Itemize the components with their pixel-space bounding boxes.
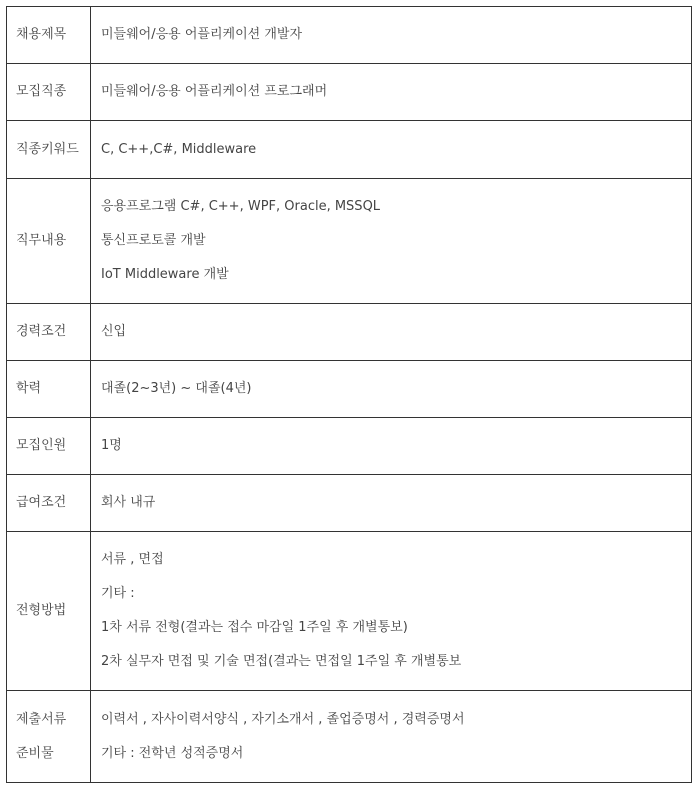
table-row [7,121,692,179]
row-label-salary: 급여조건 [7,475,91,532]
table-row [7,475,692,532]
table-row [7,304,692,361]
row-value-keywords: C, C++,C#, Middleware [91,121,692,179]
row-label-title: 채용제목 [7,7,91,64]
row-value-salary: 회사 내규 [91,475,692,532]
row-value-duties [91,179,692,304]
table-row [7,418,692,475]
row-label-experience: 경력조건 [7,304,91,361]
selection-line: 2차 실무자 면접 및 기술 면접(결과는 면접일 1주일 후 개별통보 [101,654,462,669]
row-label-selection: 전형방법 [7,532,91,691]
documents-line: 이력서 , 자사이력서양식 , 자기소개서 , 졸업증명서 , 경력증명서 [101,711,465,727]
selection-line: 서류 , 면접 [101,552,164,567]
row-value-occupation: 미들웨어/응용 어플리케이션 프로그래머 [91,64,692,121]
row-label-keywords: 직종키워드 [7,121,91,179]
table-row [7,691,692,783]
job-posting-table [6,6,692,783]
table-row [7,7,692,64]
documents-label-line: 제출서류 [16,711,67,727]
selection-line: 기타 : [101,586,135,601]
row-value-documents [91,691,692,783]
row-value-education: 대졸(2~3년) ~ 대졸(4년) [91,361,692,418]
row-value-selection [91,532,692,691]
row-label-occupation: 모집직종 [7,64,91,121]
table-row [7,361,692,418]
documents-label-line: 준비물 [16,745,54,761]
row-label-education: 학력 [7,361,91,418]
table-row [7,532,692,691]
row-label-headcount: 모집인원 [7,418,91,475]
documents-line: 기타 : 전학년 성적증명서 [101,745,244,761]
table-row [7,179,692,304]
selection-line: 1차 서류 전형(결과는 접수 마감일 1주일 후 개별통보) [101,620,408,635]
duty-line: 통신프로토콜 개발 [101,233,206,248]
row-value-title: 미들웨어/응용 어플리케이션 개발자 [91,7,692,64]
duty-line: IoT Middleware 개발 [101,267,229,282]
row-label-duties: 직무내용 [7,179,91,304]
row-label-documents [7,691,91,783]
row-value-headcount: 1명 [91,418,692,475]
row-value-experience: 신입 [91,304,692,361]
table-row [7,64,692,121]
duty-line: 응용프로그램 C#, C++, WPF, Oracle, MSSQL [101,199,381,214]
